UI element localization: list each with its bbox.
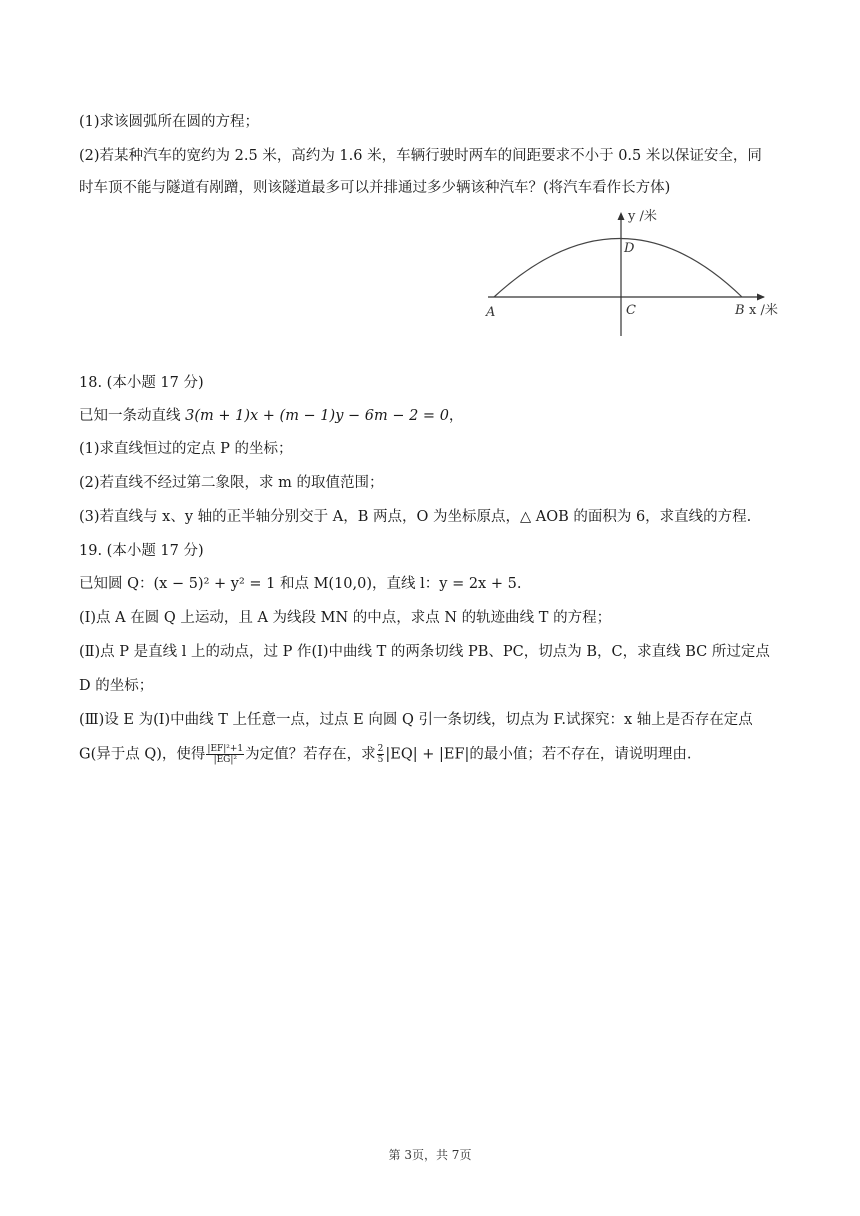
problem18-stem-suffix: ， [448,408,464,424]
fraction-eg-denominator: |EG|² [213,755,237,765]
point-c-label: C [626,303,636,318]
fraction-two-fifths [377,744,385,765]
problem19-part1: (Ⅰ)点 A 在圆 Q 上运动，且 A 为线段 MN 的中点，求点 N 的轨迹曲线 T 的方程； [79,610,612,626]
x-axis-arrow [757,294,765,301]
fraction-ef-numerator: |EF|²+1 [207,744,244,754]
problem18-stem-prefix: 已知一条动直线 [79,408,186,424]
x-axis-label: x /米 [749,303,778,318]
fraction-two-numerator: 2 [377,744,384,754]
problem19-part3-text-c: |EQ| + |EF|的最小值；若不存在，请说明理由. [385,746,692,763]
y-axis-arrow [618,212,625,220]
problem18-question2: (2)若直线不经过第二象限，求 m 的取值范围； [79,475,384,491]
point-d-label: D [624,241,635,256]
tunnel-arc-figure [484,208,794,340]
problem19-part3-text-b: 为定值？若存在，求 [245,746,376,763]
problem19-part3-line2 [79,744,800,765]
fraction-ef-over-eg [206,744,244,765]
problem19-part3-line1: (Ⅲ)设 E 为(Ⅰ)中曲线 T 上任意一点，过点 E 向圆 Q 引一条切线，切点为 F.试探究：x 轴上是否存在定点 [79,712,753,728]
page-footer: 第 3页，共 7页 [388,1148,472,1162]
tunnel-arc [494,239,742,298]
problem18-stem [79,406,800,426]
problem17-question2-line2: 时车顶不能与隧道有剐蹭，则该隧道最多可以并排通过多少辆该种汽车？(将汽车看作长方体) [79,180,671,196]
point-a-label: A [486,305,496,320]
problem19-part2-line2: D 的坐标； [79,678,154,694]
problem18-line-equation: 3(m + 1)x + (m − 1)y − 6m − 2 = 0 [185,408,449,424]
problem19-header: 19. (本小题 17 分) [79,543,204,559]
problem18-question1: (1)求直线恒过的定点 P 的坐标； [79,441,293,457]
point-b-label: B [735,303,745,318]
problem19-stem: 已知圆 Q：(x − 5)² + y² = 1 和点 M(10,0)，直线 l：y = 2x + 5. [79,576,522,592]
problem19-part3-text-a: G(异于点 Q)，使得 [79,746,206,763]
problem17-question2-line1: (2)若某种汽车的宽约为 2.5 米，高约为 1.6 米，车辆行驶时两车的间距要求不小于 0.5 米以保证安全，同 [79,148,762,164]
fraction-five-denominator: 5 [377,755,384,765]
y-axis-label: y /米 [628,209,657,224]
problem19-part2-line1: (Ⅱ)点 P 是直线 l 上的动点，过 P 作(I)中曲线 T 的两条切线 PB、PC，切点为 B，C，求直线 BC 所过定点 [79,644,770,660]
problem17-question1: (1)求该圆弧所在圆的方程； [79,114,260,130]
problem18-header: 18. (本小题 17 分) [79,375,204,391]
problem18-question3: (3)若直线与 x、y 轴的正半轴分别交于 A，B 两点，O 为坐标原点，△ AOB 的面积为 6，求直线的方程. [79,509,752,525]
